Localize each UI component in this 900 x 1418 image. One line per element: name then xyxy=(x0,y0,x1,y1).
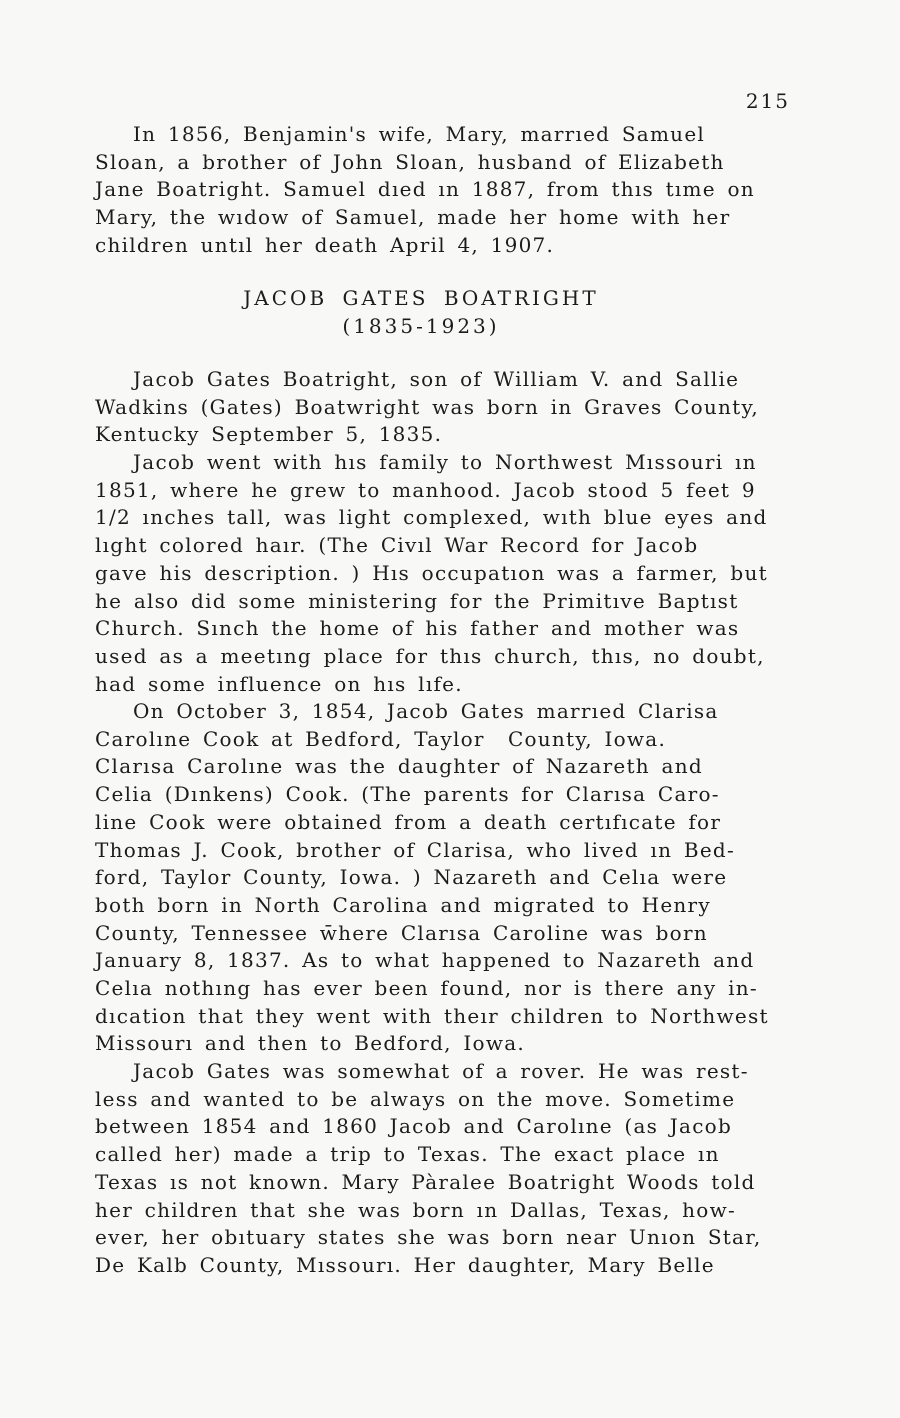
text-line: had some influence on hıs lıfe. xyxy=(95,671,463,696)
text-line: 1/2 ınches tall, was light complexed, wıth blue eyes and xyxy=(95,505,768,530)
text-line: Jane Boatright. Samuel dıed ın 1887, from thıs tıme on xyxy=(95,177,755,202)
text-line: called her) made a trip to Texas. The exact place ın xyxy=(95,1142,720,1167)
text-line: dıcation that they went with theır children to Northwest xyxy=(95,1003,769,1028)
text-line: used as a meetıng place for thıs church, thıs, no doubt, xyxy=(95,643,765,668)
text-line: Clarısa Carolıne was the daughter of Nazareth and xyxy=(95,754,703,779)
text-line: between 1854 and 1860 Jacob and Carolıne (as Jacob xyxy=(95,1114,733,1139)
text-line: Kentucky September 5, 1835. xyxy=(95,422,443,447)
text-line: lıght colored haır. (The Civıl War Record for Jacob xyxy=(95,533,699,558)
text-line: De Kalb County, Mıssourı. Her daughter, Mary Belle xyxy=(95,1252,715,1277)
section-heading-block xyxy=(65,285,777,340)
text-line: On October 3, 1854, Jacob Gates marrıed Clarisa xyxy=(133,699,719,723)
text-line: Carolıne Cook at Bedford, Taylor County, Iowa. xyxy=(95,726,667,751)
text-line: 1851, where he grew to manhood. Jacob stood 5 feet 9 xyxy=(95,477,756,502)
text-line: Jacob Gates was somewhat of a rover. He was rest- xyxy=(133,1059,749,1083)
text-line: Thomas J. Cook, brother of Clarisa, who lived ın Bed- xyxy=(95,837,735,862)
section-years: (1835-1923) xyxy=(342,313,500,338)
text-line: less and wanted to be always on the move. Sometime xyxy=(95,1086,736,1111)
paragraph-benjamin-wife xyxy=(95,121,855,260)
text-line: Mary, the wıdow of Samuel, made her home with her xyxy=(95,205,731,230)
text-line: In 1856, Benjamin's wife, Mary, marrıed Samuel xyxy=(133,122,706,146)
text-line: January 8, 1837. As to what happened to Nazareth and xyxy=(95,948,755,973)
text-line: her children that she was born ın Dallas, Texas, how- xyxy=(95,1197,736,1222)
paragraph-marriage xyxy=(95,698,855,1058)
paragraph-birth xyxy=(95,366,855,449)
text-line: Jacob Gates Boatright, son of William V. and Sallie xyxy=(133,367,740,391)
text-line: line Cook were obtained from a death certıfıcate for xyxy=(95,809,722,834)
text-line: ford, Taylor County, Iowa. ) Nazareth and Celıa were xyxy=(95,865,728,890)
paragraph-description xyxy=(95,449,855,698)
text-line: Missourı and then to Bedford, Iowa. xyxy=(95,1031,525,1056)
text-line: Texas ıs not known. Mary Pàralee Boatright Woods told xyxy=(95,1169,756,1194)
text-line: gave his description. ) Hıs occupatıon was a farmer, but xyxy=(95,560,768,585)
text-line: Celıa nothıng has ever been found, nor is there any in- xyxy=(95,976,758,1001)
text-line: Wadkins (Gates) Boatwright was born in Graves County, xyxy=(95,394,759,419)
text-line: children untıl her death April 4, 1907. xyxy=(95,232,555,257)
text-line: Sloan, a brother of John Sloan, husband of Elizabeth xyxy=(95,149,725,174)
text-line: he also did some ministering for the Primitıve Baptıst xyxy=(95,588,739,613)
text-line: ever, her obıtuary states she was born near Unıon Star, xyxy=(95,1225,762,1250)
text-line: both born in North Carolina and migrated to Henry xyxy=(95,892,711,917)
page-number: 215 xyxy=(745,89,790,113)
text-line: Celia (Dınkens) Cook. (The parents for Clarısa Caro- xyxy=(95,782,720,807)
text-line: County, Tennessee w̄here Clarısa Caroline was born xyxy=(95,920,708,945)
text-line: Jacob went with hıs family to Northwest Mıssouri ın xyxy=(133,450,757,474)
section-title: JACOB GATES BOATRIGHT xyxy=(243,286,599,310)
paragraph-rover xyxy=(95,1058,855,1280)
text-line: Church. Sınch the home of his father and mother was xyxy=(95,616,740,641)
